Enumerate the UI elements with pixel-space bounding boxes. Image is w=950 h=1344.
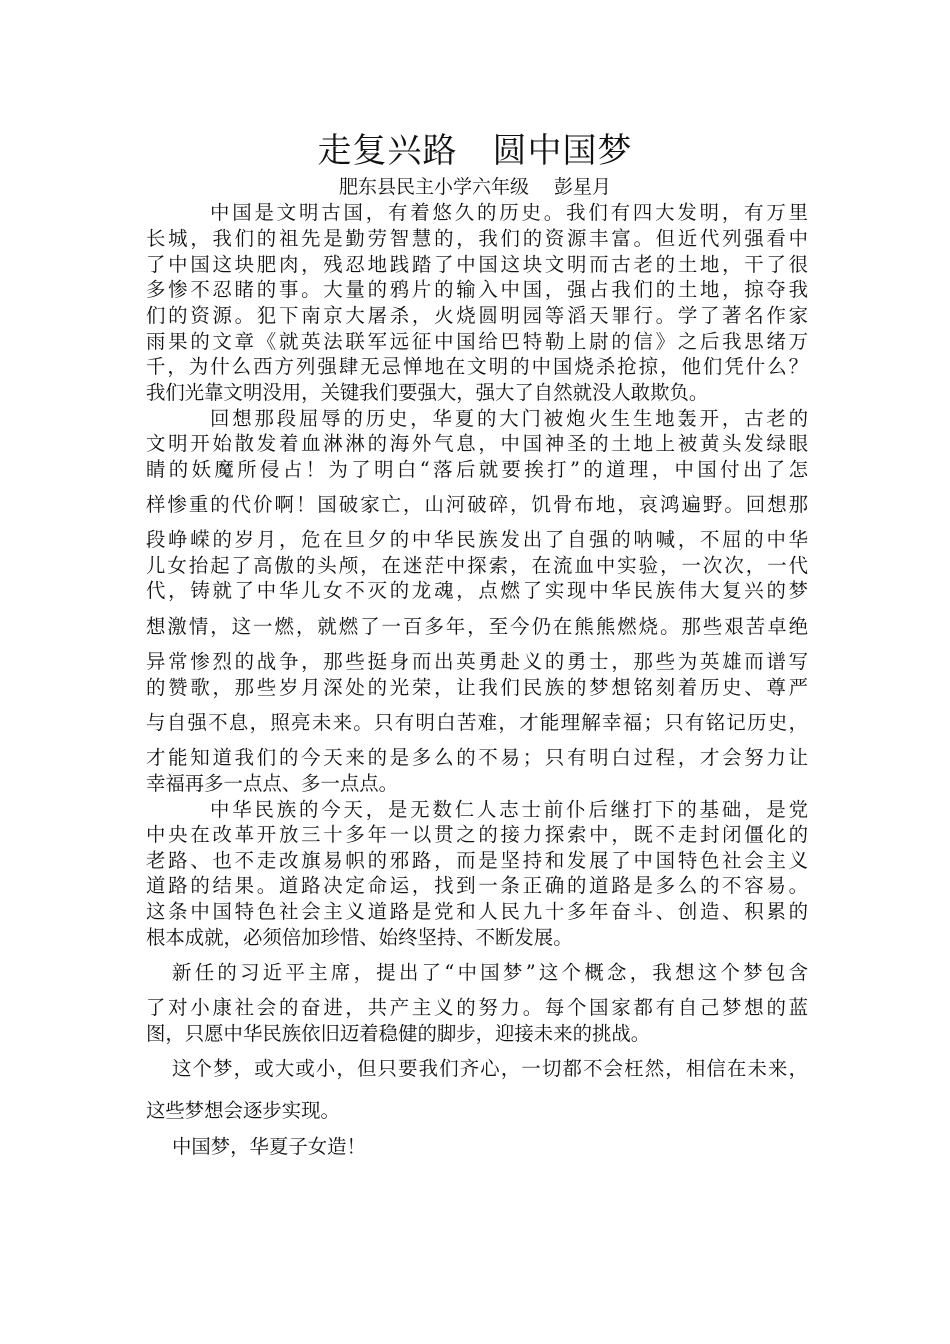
text-line: 我们光靠文明没用，关键我们要强大，强大了自然就没人敢欺负。 — [146, 381, 709, 404]
text-line: 根本成就，必须倍加珍惜、始终坚持、不断发展。 — [146, 926, 573, 949]
text-line: 段峥嵘的岁月，危在旦夕的中华民族发出了自强的呐喊，不屈的中华 — [146, 528, 808, 551]
text-line: 的赞歌，那些岁月深处的光荣，让我们民族的梦想铭刻着历史、尊严 — [146, 676, 808, 699]
text-line: 中华民族的今天，是无数仁人志士前仆后继打下的基础，是党 — [210, 798, 808, 821]
document-title: 走复兴路 圆中国梦 — [317, 131, 633, 171]
text-line: 老路、也不走改旗易帜的邪路，而是坚持和发展了中国特色社会主义 — [146, 849, 808, 872]
text-line: 道路的结果。道路决定命运，找到一条正确的道路是多么的不容易。 — [146, 874, 808, 897]
text-line: 多惨不忍睹的事。大量的鸦片的输入中国，强占我们的土地，掠夺我 — [146, 278, 808, 301]
text-line: 们的资源。犯下南京大屠杀，火烧圆明园等滔天罪行。学了著名作家 — [146, 304, 808, 327]
text-line: 这些梦想会逐步实现。 — [146, 1099, 340, 1122]
text-line: 雨果的文章《就英法联军远征中国给巴特勒上尉的信》之后我思绪万 — [146, 330, 808, 353]
text-line: 了中国这块肥肉，残忍地践踏了中国这块文明而古老的土地，干了很 — [146, 253, 808, 276]
text-line: 文明开始散发着血淋淋的海外气息，中国神圣的土地上被黄头发绿眼 — [146, 432, 808, 455]
text-line: 图，只愿中华民族依旧迈着稳健的脚步，迎接未来的挑战。 — [146, 1022, 651, 1045]
text-line: 睛的妖魔所侵占！为了明白“落后就要挨打”的道理，中国付出了怎 — [146, 458, 808, 481]
text-line: 新任的习近平主席，提出了“中国梦”这个概念，我想这个梦包含 — [172, 961, 808, 984]
text-line: 千，为什么西方列强肆无忌惮地在文明的中国烧杀抢掠，他们凭什么？ — [146, 355, 808, 378]
text-line: 幸福再多一点点、多一点点。 — [146, 772, 399, 795]
text-line: 这条中国特色社会主义道路是党和人民九十多年奋斗、创造、积累的 — [146, 900, 808, 923]
author-line: 肥东县民主小学六年级 彭星月 — [338, 176, 612, 198]
text-line: 与自强不息，照亮未来。只有明白苦难，才能理解幸福；只有铭记历史， — [146, 711, 808, 734]
text-line: 了对小康社会的奋进，共产主义的努力。每个国家都有自己梦想的蓝 — [146, 996, 808, 1019]
text-line: 儿女抬起了高傲的头颅，在迷茫中探索，在流血中实验，一次次，一代 — [146, 554, 808, 577]
text-line: 这个梦，或大或小，但只要我们齐心，一切都不会枉然，相信在未来， — [172, 1057, 808, 1080]
text-line: 中央在改革开放三十多年一以贯之的接力探索中，既不走封闭僵化的 — [146, 823, 808, 846]
text-line: 回想那段屈辱的历史，华夏的大门被炮火生生地轰开，古老的 — [210, 407, 808, 430]
text-line: 才能知道我们的今天来的是多么的不易；只有明白过程，才会努力让 — [146, 746, 808, 769]
text-line: 样惨重的代价啊！国破家亡，山河破碎，饥骨布地，哀鸿遍野。回想那 — [146, 493, 808, 516]
text-line: 异常惨烈的战争，那些挺身而出英勇赴义的勇士，那些为英雄而谱写 — [146, 650, 808, 673]
text-line: 想激情，这一燃，就燃了一百多年，至今仍在熊熊燃烧。那些艰苦卓绝 — [146, 615, 808, 638]
text-line: 长城，我们的祖先是勤劳智慧的，我们的资源丰富。但近代列强看中 — [146, 227, 808, 250]
text-line: 代，铸就了中华儿女不灭的龙魂，点燃了实现中华民族伟大复兴的梦 — [146, 579, 808, 602]
text-line: 中国是文明古国，有着悠久的历史。我们有四大发明，有万里 — [210, 201, 808, 224]
text-line: 中国梦，华夏子女造！ — [172, 1135, 366, 1158]
